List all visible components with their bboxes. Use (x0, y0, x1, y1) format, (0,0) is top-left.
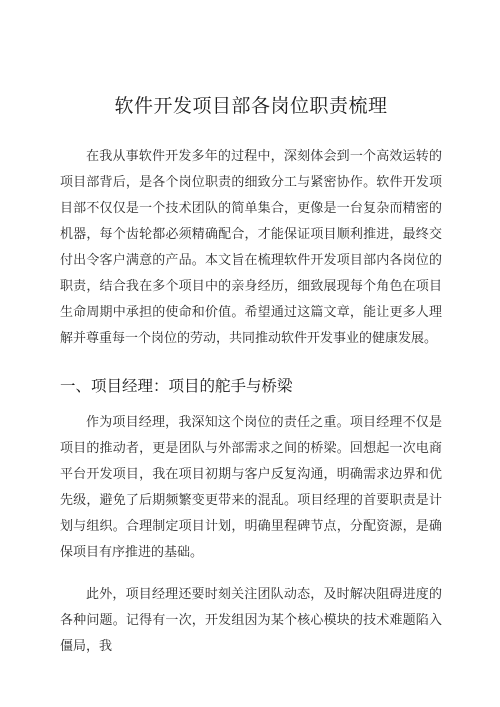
document-title: 软件开发项目部各岗位职责梳理 (114, 95, 388, 117)
section-heading-project-manager: 一、项目经理：项目的舵手与桥梁 (60, 377, 293, 395)
intro-paragraph: 在我从事软件开发多年的过程中，深刻体会到一个高效运转的项目部背后，是各个岗位职责的细致分工与紧密协作。软件开发项目部不仅仅是一个技术团队的简单集合，更像是一台复杂而精密的机器，每个齿轮都必须精确配合，才能保证项目顺利推进，最终交付出令客户满意的产品。本文旨在梳理软件开发项目部内各岗位的职责，结合我在多个项目中的亲身经历，细致展现每个角色在项目生命周期中承担的使命和价值。希望通过这篇文章，能让更多人理解并尊重每一个岗位的劳动，共同推动软件开发事业的健康发展。 (60, 149, 442, 346)
section-paragraph: 作为项目经理，我深知这个岗位的责任之重。项目经理不仅是项目的推动者，更是团队与外部需求之间的桥梁。回想起一次电商平台开发项目，我在项目初期与客户反复沟通，明确需求边界和优先级，避免了后期频繁变更带来的混乱。项目经理的首要职责是计划与组织。合理制定项目计划，明确里程碑节点，分配资源，是确保项目有序推进的基础。 (60, 415, 442, 560)
section-paragraph: 此外，项目经理还要时刻关注团队动态，及时解决阻碍进度的各种问题。记得有一次，开发组因为某个核心模块的技术难题陷入僵局，我 (60, 587, 442, 654)
